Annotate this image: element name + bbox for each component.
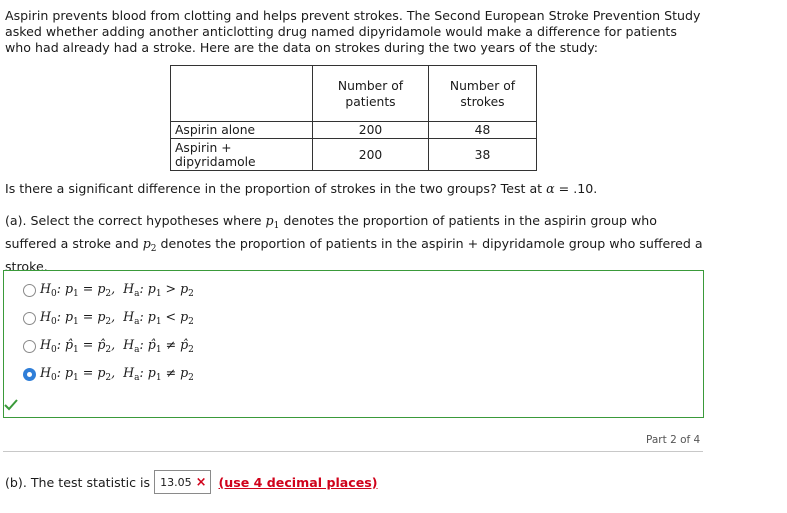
expr-ha: H	[123, 337, 135, 352]
divider	[3, 451, 703, 452]
expr-sep: ,	[111, 309, 124, 324]
incorrect-x-icon: ×	[195, 474, 207, 490]
expr-rhs-sub: 2	[105, 373, 112, 383]
expr-sep: ,	[111, 337, 124, 352]
expr-rhs-sub: 2	[105, 289, 112, 299]
table-row	[171, 122, 537, 139]
expr-lhs: p	[64, 309, 74, 324]
expr-ha-sub: a	[134, 373, 140, 383]
expr-a-rhs-sub: 2	[188, 345, 194, 355]
header-patients	[313, 66, 429, 122]
expr-h0: H	[40, 365, 51, 380]
expr-sep: ,	[111, 365, 124, 380]
expr-ha-sub: a	[134, 317, 140, 327]
expr-a-lhs: p	[147, 281, 156, 296]
equals-sign: =	[558, 181, 570, 196]
expr-a-rhs: p	[180, 365, 189, 380]
p1-symbol	[265, 213, 280, 231]
row-label-aspirin-dipyridamole	[171, 139, 313, 171]
expr-eq: =	[78, 365, 98, 380]
test-question	[5, 181, 597, 196]
p1-subscript: 1	[273, 221, 280, 231]
expr-op: ≠	[161, 337, 181, 352]
cell-strokes: 38	[429, 139, 537, 171]
expr-h0-sub: 0	[50, 345, 57, 355]
header-patients-line2: patients	[345, 94, 396, 109]
table-header-empty	[171, 66, 313, 122]
p2-subscript: 2	[150, 244, 157, 254]
expr-a-rhs-sub: 2	[188, 317, 194, 327]
alpha-value: .10.	[573, 181, 598, 196]
expr-h0-rel: :	[56, 365, 65, 380]
expr-rhs-sub: 2	[105, 317, 112, 327]
expr-lhs: p	[64, 281, 74, 296]
strokes-data-table	[170, 65, 537, 171]
expr-a-lhs-sub: 1	[155, 317, 162, 327]
expr-h0: H	[40, 309, 51, 324]
expr-op: >	[161, 281, 181, 296]
radio-selected[interactable]	[23, 368, 36, 381]
problem-intro	[5, 8, 725, 56]
expr-ha: H	[123, 365, 135, 380]
expr-a-lhs-sub: 1	[155, 345, 162, 355]
part-b-label: (b). The test statistic is	[5, 474, 151, 490]
hypothesis-expression	[40, 309, 194, 327]
expr-a-rhs-sub: 2	[188, 373, 194, 383]
row-label-aspirin: Aspirin alone	[171, 122, 313, 139]
expr-ha-sub: a	[134, 345, 140, 355]
test-statistic-value: 13.05	[160, 475, 192, 489]
expr-ha: H	[123, 281, 135, 296]
part-b-row	[5, 470, 378, 494]
alpha-symbol: α	[546, 181, 555, 196]
radio-unselected[interactable]	[23, 340, 36, 353]
expr-lhs-sub: 1	[73, 373, 79, 383]
intro-line-1: Aspirin prevents blood from clotting and helps prevent strokes. The Second European Stroke Prevention Study	[5, 8, 701, 23]
table-header-row	[171, 66, 537, 122]
expr-ha-rel: :	[139, 337, 148, 352]
cell-strokes: 48	[429, 122, 537, 139]
expr-ha-rel: :	[139, 365, 148, 380]
hypothesis-option-4[interactable]	[23, 365, 194, 383]
part-a-prompt	[5, 212, 705, 276]
expr-ha-rel: :	[139, 281, 148, 296]
part-a-seg2: denotes the proportion of patients in the aspirin group who suffered a stroke and	[5, 213, 657, 251]
row-label-line2: dipyridamole	[175, 154, 256, 169]
intro-line-3: who had already had a stroke. Here are the data on strokes during the two years of the study:	[5, 40, 599, 55]
part-a-seg3: denotes the proportion of patients in the aspirin + dipyridamole group who suffered a stroke.	[5, 236, 703, 274]
row-label-line1: Aspirin +	[175, 140, 232, 155]
expr-ha-rel: :	[139, 309, 148, 324]
expr-lhs: p̂	[64, 337, 74, 352]
expr-eq: =	[78, 281, 98, 296]
p2-letter: p	[142, 236, 151, 251]
expr-rhs: p̂	[97, 337, 106, 352]
table-row	[171, 139, 537, 171]
expr-a-lhs: p	[147, 365, 156, 380]
expr-a-rhs: p̂	[180, 337, 189, 352]
expr-eq: =	[78, 337, 98, 352]
expr-rhs: p	[97, 309, 106, 324]
expr-eq: =	[78, 309, 98, 324]
expr-h0-sub: 0	[50, 289, 57, 299]
question-text: Is there a significant difference in the proportion of strokes in the two groups? Test at	[5, 181, 543, 196]
expr-h0-sub: 0	[50, 317, 57, 327]
expr-a-lhs: p̂	[147, 337, 156, 352]
expr-h0-rel: :	[56, 337, 65, 352]
expr-sep: ,	[111, 281, 124, 296]
expr-ha-sub: a	[134, 289, 140, 299]
hypothesis-expression	[40, 365, 194, 383]
hypothesis-expression	[40, 337, 194, 355]
radio-unselected[interactable]	[23, 312, 36, 325]
expr-a-lhs: p	[147, 309, 156, 324]
hypothesis-option-2[interactable]	[23, 309, 194, 327]
checkmark-icon	[3, 398, 19, 412]
expr-a-rhs-sub: 2	[188, 289, 194, 299]
expr-a-lhs-sub: 1	[155, 289, 162, 299]
expr-a-lhs-sub: 1	[155, 373, 162, 383]
expr-a-rhs: p	[180, 309, 189, 324]
p2-symbol	[142, 236, 157, 254]
expr-h0-sub: 0	[50, 373, 57, 383]
intro-line-2: asked whether adding another anticlotting drug named dipyridamole would make a difference for patients	[5, 24, 677, 39]
expr-a-rhs: p	[180, 281, 189, 296]
expr-op: <	[161, 309, 181, 324]
part-a-seg1: (a). Select the correct hypotheses where	[5, 213, 266, 228]
expr-h0-rel: :	[56, 309, 65, 324]
header-strokes-line2: strokes	[460, 94, 505, 109]
header-strokes-line1: Number of	[449, 78, 516, 93]
expr-lhs-sub: 1	[73, 289, 79, 299]
expr-lhs-sub: 1	[73, 345, 79, 355]
expr-op: ≠	[161, 365, 181, 380]
part-indicator: Part 2 of 4	[646, 434, 701, 446]
expr-lhs-sub: 1	[73, 317, 79, 327]
radio-unselected[interactable]	[23, 284, 36, 297]
cell-patients: 200	[313, 139, 429, 171]
hypothesis-option-3[interactable]	[23, 337, 194, 355]
p1-letter: p	[265, 213, 274, 228]
header-patients-line1: Number of	[337, 78, 404, 93]
cell-patients: 200	[313, 122, 429, 139]
expr-h0: H	[40, 281, 51, 296]
test-statistic-input[interactable]	[154, 470, 210, 494]
expr-lhs: p	[64, 365, 74, 380]
hypothesis-expression	[40, 281, 194, 299]
expr-rhs: p	[97, 281, 106, 296]
header-strokes	[429, 66, 537, 122]
expr-h0-rel: :	[56, 281, 65, 296]
hypothesis-option-1[interactable]	[23, 281, 194, 299]
expr-h0: H	[40, 337, 51, 352]
expr-ha: H	[123, 309, 135, 324]
expr-rhs: p	[97, 365, 106, 380]
expr-rhs-sub: 2	[105, 345, 112, 355]
decimal-places-hint: (use 4 decimal places)	[218, 474, 378, 490]
